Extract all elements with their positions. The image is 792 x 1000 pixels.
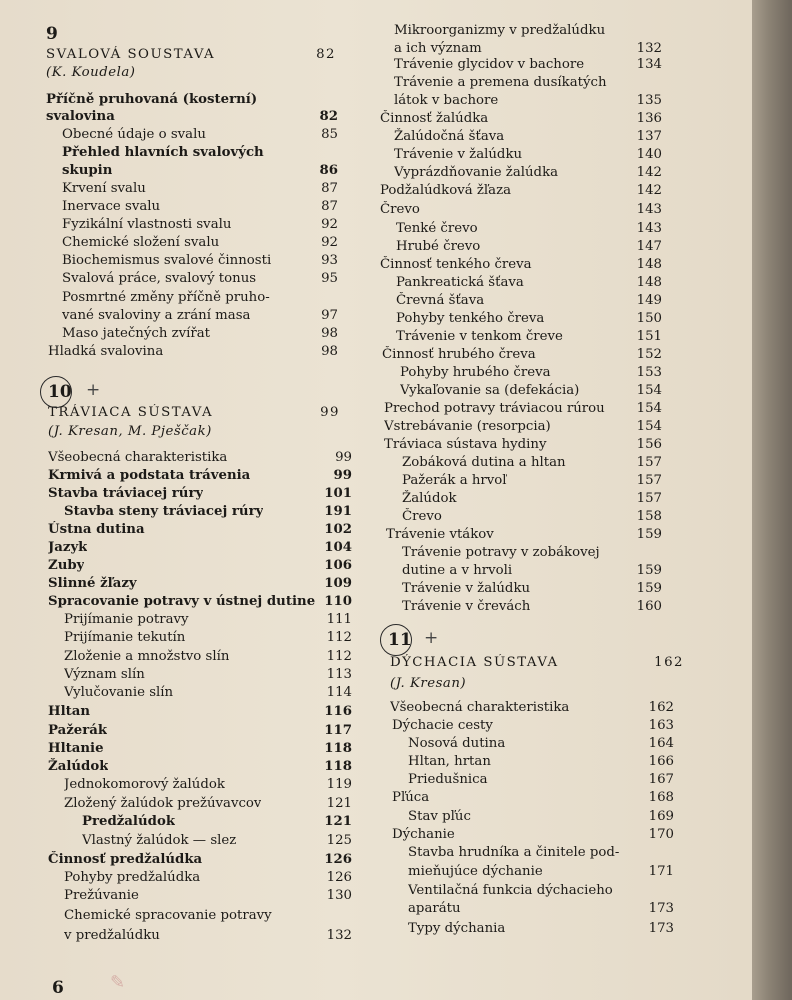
toc-entry — [392, 826, 674, 844]
toc-entry-page — [668, 844, 674, 862]
toc-entry — [64, 666, 352, 684]
toc-entry — [46, 108, 338, 126]
toc-entry-page: 93 — [321, 253, 338, 268]
toc-entry-page: 157 — [636, 455, 662, 470]
toc-entry-page: 169 — [648, 809, 674, 824]
section-number: 11 — [388, 630, 412, 650]
section-title-page: 82 — [316, 47, 336, 62]
toc-entry-title: Stavba hrudníka a činitele pod- — [408, 845, 620, 860]
toc-entry — [402, 544, 662, 562]
toc-entry-page: 85 — [321, 127, 338, 142]
toc-entry — [64, 629, 352, 647]
toc-entry — [62, 144, 338, 162]
toc-entry — [396, 310, 662, 328]
toc-entry — [48, 449, 352, 467]
toc-entry-title: Dýchacie cesty — [392, 718, 493, 733]
toc-entry-title: Vstrebávanie (resorpcia) — [384, 419, 551, 434]
toc-entry-page: 121 — [324, 814, 352, 829]
toc-entry — [48, 851, 352, 869]
toc-entry — [402, 454, 662, 472]
toc-entry — [400, 364, 662, 382]
toc-entry-title: Mikroorganizmy v predžalúdku — [394, 23, 606, 38]
toc-entry-page: 92 — [321, 235, 338, 250]
toc-entry-title: Pohyby tenkého čreva — [396, 311, 545, 326]
toc-entry-title: Jednokomorový žalúdok — [64, 777, 225, 792]
toc-entry — [48, 703, 352, 721]
toc-entry-page: 170 — [648, 827, 674, 842]
toc-entry-page: 101 — [324, 486, 352, 501]
section-title-text: TRÁVIACA SÚSTAVA — [48, 405, 214, 420]
toc-entry-title: Ventilačná funkcia dýchacieho — [408, 883, 613, 898]
toc-entry-page: 163 — [648, 718, 674, 733]
toc-entry-page: 173 — [648, 901, 674, 916]
toc-entry-title: Hltan — [48, 704, 91, 719]
toc-entry — [408, 882, 674, 900]
toc-entry — [62, 198, 338, 216]
toc-entry-title: Žalúdok — [402, 491, 457, 506]
toc-entry-title: Stavba tráviacej rúry — [48, 486, 204, 501]
toc-entry-title: Všeobecná charakteristika — [390, 700, 570, 715]
toc-entry — [402, 562, 662, 580]
toc-entry-title: Pažerák a hrvoľ — [402, 473, 507, 488]
toc-entry-page: 102 — [324, 522, 352, 537]
toc-entry-page: 149 — [636, 293, 662, 308]
toc-entry-page: 118 — [324, 759, 352, 774]
toc-entry — [408, 808, 674, 826]
toc-entry-title: Nosová dutina — [408, 736, 506, 751]
toc-entry-title: Stavba steny tráviacej rúry — [64, 504, 264, 519]
toc-entry — [64, 887, 352, 905]
toc-entry-title: Črevo — [402, 509, 442, 524]
toc-entry-page: 136 — [636, 111, 662, 126]
toc-entry-page: 142 — [636, 183, 662, 198]
toc-entry-title: Obecné údaje o svalu — [62, 127, 206, 142]
page-edge-shadow — [752, 0, 792, 1000]
toc-entry-title: Zloženie a množstvo slín — [64, 649, 230, 664]
toc-entry-title: Pohyby hrubého čreva — [400, 365, 551, 380]
toc-entry — [382, 346, 662, 364]
toc-entry-page — [332, 289, 338, 307]
toc-entry-page: 171 — [648, 864, 674, 879]
toc-entry-page: 154 — [636, 419, 662, 434]
toc-entry — [48, 539, 352, 557]
toc-entry-title: Příčně pruhovaná (kosterní) — [46, 92, 258, 107]
toc-entry-title: Tenké črevo — [396, 221, 478, 236]
toc-entry-title: Zobáková dutina a hltan — [402, 455, 566, 470]
toc-entry-title: Posmrtné změny příčně pruho- — [62, 290, 270, 305]
toc-entry-page: 166 — [648, 754, 674, 769]
toc-entry-title: Význam slín — [64, 667, 145, 682]
toc-entry-page: 154 — [636, 401, 662, 416]
toc-entry-page: 87 — [321, 181, 338, 196]
toc-entry — [48, 740, 352, 758]
toc-entry-title: látok v bachore — [394, 93, 499, 108]
toc-entry-page: 132 — [636, 41, 662, 56]
toc-entry — [64, 795, 352, 813]
toc-entry — [396, 328, 662, 346]
right-column — [378, 0, 688, 1000]
section-author: (J. Kresan, M. Pješčak) — [48, 424, 212, 439]
toc-entry-page: 142 — [636, 165, 662, 180]
toc-entry-title: Hltan, hrtan — [408, 754, 491, 769]
toc-entry-page: 191 — [324, 504, 352, 519]
toc-entry-page: 97 — [321, 308, 338, 323]
toc-entry — [400, 382, 662, 400]
toc-entry — [380, 182, 662, 200]
toc-entry — [62, 126, 338, 144]
toc-entry — [394, 146, 662, 164]
section-author: (J. Kresan) — [390, 676, 467, 691]
toc-entry-title: Trávenie v žalúdku — [402, 581, 531, 596]
section-title-text: SVALOVÁ SOUSTAVA — [46, 47, 216, 62]
toc-entry-title: Činnosť hrubého čreva — [382, 347, 536, 362]
toc-entry-page: 148 — [636, 257, 662, 272]
toc-entry-title: Prijímanie potravy — [64, 612, 189, 627]
toc-entry — [394, 74, 662, 92]
toc-entry — [408, 753, 674, 771]
toc-entry-page — [668, 882, 674, 900]
toc-entry — [64, 869, 352, 887]
toc-entry-page: 150 — [636, 311, 662, 326]
toc-entry-page: 114 — [326, 685, 352, 700]
toc-entry-page: 111 — [326, 612, 352, 627]
toc-entry-page: 158 — [636, 509, 662, 524]
section-title — [46, 46, 336, 64]
toc-entry-title: Činnosť žalúdka — [380, 111, 489, 126]
toc-entry-page: 159 — [636, 581, 662, 596]
toc-entry-title: Zuby — [48, 558, 85, 573]
toc-entry — [380, 201, 662, 219]
toc-entry — [48, 521, 352, 539]
toc-entry-title: Typy dýchania — [408, 921, 506, 936]
section-title-text: DÝCHACIA SÚSTAVA — [390, 655, 559, 670]
toc-entry-title: Vylučovanie slín — [64, 685, 174, 700]
toc-entry — [408, 863, 674, 881]
toc-entry-page: 130 — [326, 888, 352, 903]
toc-entry-title: Pohyby predžalúdka — [64, 870, 201, 885]
toc-entry-page: 160 — [636, 599, 662, 614]
toc-entry-title: Trávenie v žalúdku — [394, 147, 523, 162]
toc-entry-page: 159 — [636, 527, 662, 542]
toc-entry-page: 87 — [321, 199, 338, 214]
toc-entry — [62, 216, 338, 234]
toc-entry-title: Hltanie — [48, 741, 104, 756]
toc-entry — [62, 180, 338, 198]
toc-entry-title: Fyzikální vlastnosti svalu — [62, 217, 232, 232]
toc-entry-page: 125 — [326, 833, 352, 848]
toc-entry-title: Žalúdočná šťava — [394, 129, 505, 144]
section-title-page: 162 — [654, 655, 684, 670]
toc-entry-page: 126 — [326, 870, 352, 885]
toc-entry-page: 135 — [636, 93, 662, 108]
toc-entry-page: 157 — [636, 473, 662, 488]
toc-entry — [386, 526, 662, 544]
toc-entry-page: 156 — [636, 437, 662, 452]
toc-entry-page — [346, 907, 352, 925]
toc-entry-page: 159 — [636, 563, 662, 578]
toc-entry — [408, 920, 674, 938]
toc-entry-page: 110 — [324, 594, 352, 609]
toc-entry-title: Jazyk — [48, 540, 88, 555]
toc-entry — [394, 128, 662, 146]
toc-entry — [62, 162, 338, 180]
handwritten-mark: + — [86, 380, 101, 400]
toc-entry-title: Trávenie vtákov — [386, 527, 494, 542]
toc-entry — [64, 927, 352, 945]
toc-entry — [396, 220, 662, 238]
toc-entry — [62, 325, 338, 343]
toc-entry-title: Prežúvanie — [64, 888, 139, 903]
toc-entry-title: Hladká svalovina — [48, 344, 164, 359]
toc-entry-page: 151 — [636, 329, 662, 344]
toc-entry-page: 143 — [636, 202, 662, 217]
toc-entry — [64, 776, 352, 794]
toc-entry-title: Slinné žľazy — [48, 576, 137, 591]
toc-entry-page: 98 — [321, 326, 338, 341]
toc-entry-title: Pľúca — [392, 790, 430, 805]
toc-entry-title: skupin — [62, 163, 113, 178]
toc-entry-page: 164 — [648, 736, 674, 751]
toc-entry-title: Zložený žalúdok prežúvavcov — [64, 796, 262, 811]
toc-entry — [62, 234, 338, 252]
toc-entry-page: 117 — [324, 723, 352, 738]
toc-entry — [48, 758, 352, 776]
section-title — [48, 404, 340, 422]
toc-entry-page: 162 — [648, 700, 674, 715]
toc-entry — [64, 684, 352, 702]
toc-entry-title: Všeobecná charakteristika — [48, 450, 228, 465]
toc-entry — [48, 343, 338, 361]
toc-entry-page: 99 — [335, 450, 352, 465]
toc-entry — [384, 400, 662, 418]
toc-entry-title: Podžalúdková žľaza — [380, 183, 512, 198]
toc-entry — [408, 844, 674, 862]
toc-entry-title: Spracovanie potravy v ústnej dutine — [48, 594, 316, 609]
toc-entry — [402, 472, 662, 490]
toc-entry-title: Činnosť tenkého čreva — [380, 257, 532, 272]
toc-entry-page: 173 — [648, 921, 674, 936]
toc-entry-title: Dýchanie — [392, 827, 455, 842]
toc-entry-title: Trávenie glycidov v bachore — [394, 57, 585, 72]
toc-entry-page: 119 — [326, 777, 352, 792]
toc-entry — [48, 593, 352, 611]
toc-entry — [64, 503, 352, 521]
toc-entry-title: Pažerák — [48, 723, 108, 738]
toc-entry-title: Činnosť predžalúdka — [48, 852, 203, 867]
toc-entry — [402, 508, 662, 526]
section-title — [390, 654, 684, 672]
toc-entry-title: Krvení svalu — [62, 181, 146, 196]
toc-entry-title: Priedušnica — [408, 772, 488, 787]
toc-entry-title: v predžalúdku — [64, 928, 160, 943]
toc-entry-title: svalovina — [46, 109, 115, 124]
toc-entry-page: 106 — [324, 558, 352, 573]
toc-entry-page: 109 — [324, 576, 352, 591]
toc-entry-page: 143 — [636, 221, 662, 236]
toc-entry-page: 168 — [648, 790, 674, 805]
toc-entry — [408, 735, 674, 753]
toc-entry-page: 153 — [636, 365, 662, 380]
toc-entry-page: 157 — [636, 491, 662, 506]
toc-entry-page: 112 — [326, 630, 352, 645]
toc-entry-page: 95 — [321, 271, 338, 286]
toc-entry — [64, 648, 352, 666]
faded-stamp: ✎ — [110, 972, 126, 993]
toc-entry-title: Črevná šťava — [396, 293, 485, 308]
toc-entry — [64, 907, 352, 925]
toc-entry-page: 126 — [324, 852, 352, 867]
toc-entry-title: Krmivá a podstata trávenia — [48, 468, 251, 483]
toc-entry-title: Žalúdok — [48, 759, 109, 774]
toc-entry-page: 116 — [324, 704, 352, 719]
toc-entry-page: 86 — [319, 163, 338, 178]
toc-entry — [402, 580, 662, 598]
toc-entry-page: 167 — [648, 772, 674, 787]
toc-entry — [394, 56, 662, 74]
toc-entry — [62, 307, 338, 325]
toc-entry-title: mieňujúce dýchanie — [408, 864, 543, 879]
toc-entry-page — [656, 544, 662, 562]
toc-entry — [408, 771, 674, 789]
toc-entry — [64, 611, 352, 629]
handwritten-mark: + — [424, 628, 439, 648]
toc-entry-page: 137 — [636, 129, 662, 144]
toc-entry-title: a ich význam — [394, 41, 482, 56]
toc-entry-title: Hrubé črevo — [396, 239, 481, 254]
toc-entry — [48, 485, 352, 503]
toc-entry-page — [656, 74, 662, 92]
toc-entry-title: Pankreatická šťava — [396, 275, 524, 290]
page-number: 6 — [52, 978, 64, 998]
toc-entry-page: 112 — [326, 649, 352, 664]
toc-entry-page: 82 — [319, 109, 338, 124]
toc-entry-title: Chemické složení svalu — [62, 235, 220, 250]
toc-entry — [62, 270, 338, 288]
toc-entry — [394, 92, 662, 110]
toc-entry — [384, 418, 662, 436]
toc-entry-title: Predžalúdok — [82, 814, 176, 829]
toc-entry — [48, 722, 352, 740]
toc-entry — [392, 789, 674, 807]
toc-entry — [402, 490, 662, 508]
toc-entry-title: Vyprázdňovanie žalúdka — [394, 165, 559, 180]
toc-entry-page: 152 — [636, 347, 662, 362]
toc-entry — [46, 91, 338, 109]
toc-entry-title: Trávenie a premena dusíkatých — [394, 75, 607, 90]
toc-entry-page: 98 — [321, 344, 338, 359]
toc-entry-title: Trávenie v tenkom čreve — [396, 329, 563, 344]
toc-entry-page — [332, 144, 338, 162]
toc-entry-title: Maso jatečných zvířat — [62, 326, 211, 341]
toc-entry — [48, 467, 352, 485]
toc-entry-title: vané svaloviny a zrání masa — [62, 308, 251, 323]
toc-entry-title: Črevo — [380, 202, 420, 217]
toc-entry-page: 154 — [636, 383, 662, 398]
toc-entry-title: Tráviaca sústava hydiny — [384, 437, 547, 452]
toc-entry-page: 132 — [326, 928, 352, 943]
section-author: (K. Koudela) — [46, 65, 136, 80]
toc-entry-page: 104 — [324, 540, 352, 555]
toc-entry-page: 134 — [636, 57, 662, 72]
toc-entry-page: 148 — [636, 275, 662, 290]
toc-entry — [62, 252, 338, 270]
toc-entry — [384, 436, 662, 454]
toc-entry — [394, 22, 662, 40]
section-number: 9 — [46, 24, 58, 44]
toc-entry-page: 121 — [326, 796, 352, 811]
toc-entry — [396, 292, 662, 310]
toc-entry — [82, 813, 352, 831]
toc-entry-page: 147 — [636, 239, 662, 254]
toc-entry — [390, 699, 674, 717]
toc-entry-title: Svalová práce, svalový tonus — [62, 271, 257, 286]
toc-entry-title: Biochemismus svalové činnosti — [62, 253, 272, 268]
toc-entry-page: 99 — [333, 468, 352, 483]
section-number: 10 — [48, 382, 72, 402]
toc-entry-title: aparátu — [408, 901, 461, 916]
toc-entry-title: Vlastný žalúdok — slez — [82, 833, 237, 848]
toc-entry-page: 118 — [324, 741, 352, 756]
toc-entry-page — [656, 22, 662, 40]
section-title-page: 99 — [320, 405, 340, 420]
toc-entry-page: 92 — [321, 217, 338, 232]
toc-entry — [396, 274, 662, 292]
toc-entry-page: 113 — [326, 667, 352, 682]
toc-entry-title: Vykaľovanie sa (defekácia) — [400, 383, 580, 398]
toc-entry — [48, 557, 352, 575]
toc-entry — [392, 717, 674, 735]
toc-entry-title: Ústna dutina — [48, 522, 145, 537]
toc-entry — [82, 832, 352, 850]
toc-entry-title: Inervace svalu — [62, 199, 161, 214]
toc-entry — [48, 575, 352, 593]
toc-entry-title: Trávenie v črevách — [402, 599, 531, 614]
toc-entry — [408, 900, 674, 918]
toc-entry-title: Trávenie potravy v zobákovej — [402, 545, 600, 560]
toc-entry-title: Chemické spracovanie potravy — [64, 908, 272, 923]
toc-entry — [396, 238, 662, 256]
toc-entry-title: dutine a v hrvoli — [402, 563, 513, 578]
toc-entry — [380, 256, 662, 274]
toc-entry — [62, 289, 338, 307]
toc-entry-page — [332, 91, 338, 109]
toc-entry — [394, 164, 662, 182]
toc-entry-title: Prijímanie tekutín — [64, 630, 186, 645]
toc-entry-title: Stav pľúc — [408, 809, 471, 824]
toc-entry-title: Přehled hlavních svalových — [62, 145, 264, 160]
toc-entry — [402, 598, 662, 616]
left-column — [46, 0, 356, 1000]
toc-entry — [380, 110, 662, 128]
toc-entry-title: Prechod potravy tráviacou rúrou — [384, 401, 605, 416]
toc-entry-page: 140 — [636, 147, 662, 162]
